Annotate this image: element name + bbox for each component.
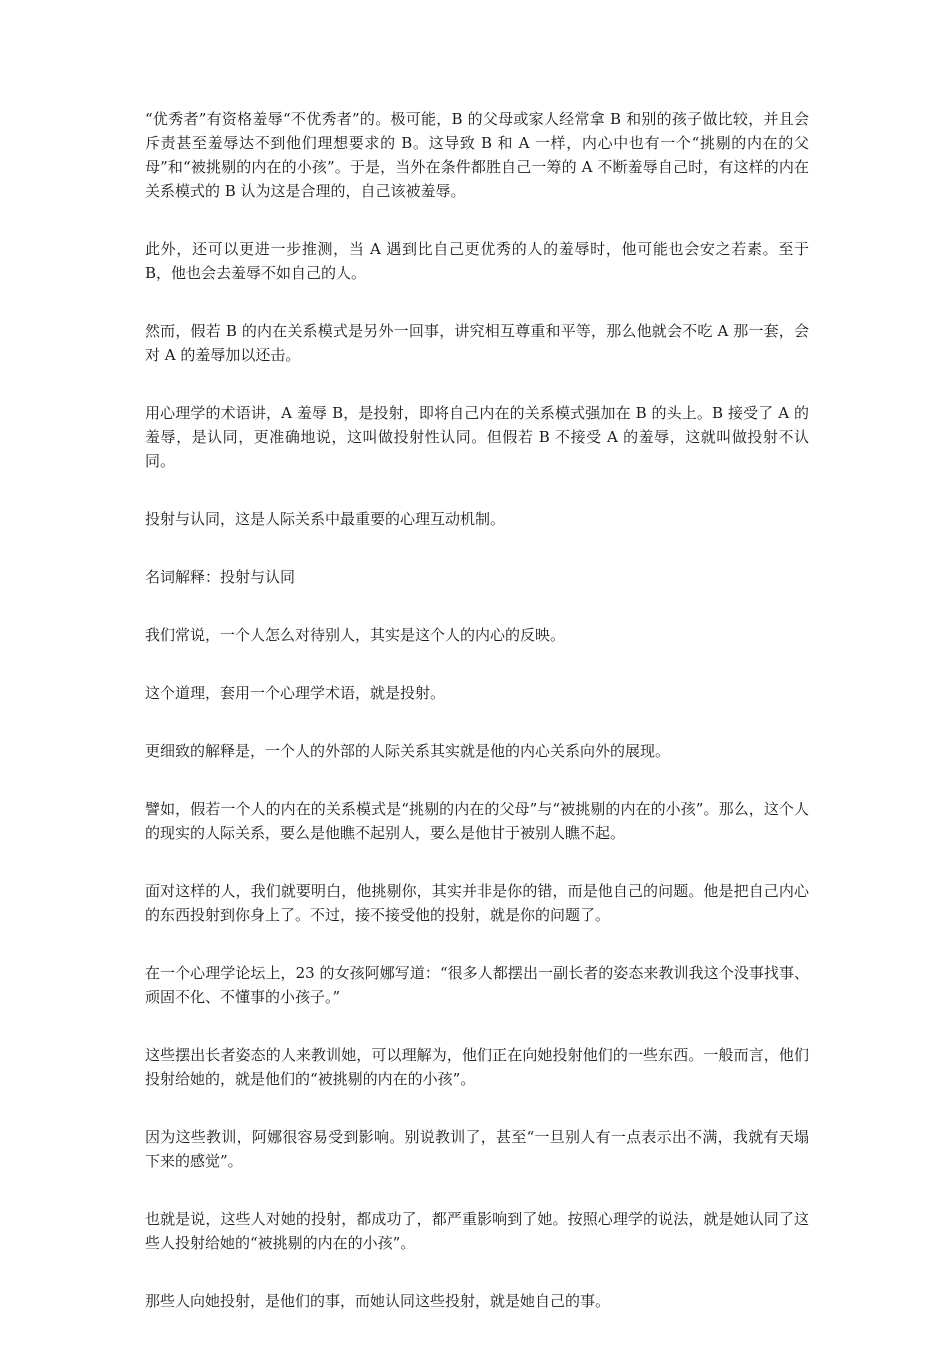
paragraph-11: 面对这样的人，我们就要明白，他挑剔你，其实并非是你的错，而是他自己的问题。他是把自己内心的东西投射到你身上了。不过，接不接受他的投射，就是你的问题了。 [145,882,809,924]
paragraph-13: 这些摆出长者姿态的人来教训她，可以理解为，他们正在向她投射他们的一些东西。一般而言，他们投射给她的，就是他们的“被挑剔的内在的小孩”。 [145,1046,809,1088]
paragraph-3: 然而，假若 B 的内在关系模式是另外一回事，讲究相互尊重和平等，那么他就会不吃 A 那一套，会对 A 的羞辱加以还击。 [145,322,809,364]
paragraph-9: 更细致的解释是，一个人的外部的人际关系其实就是他的内心关系向外的展现。 [145,742,671,760]
paragraph-15: 也就是说，这些人对她的投射，都成功了，都严重影响到了她。按照心理学的说法，就是她认同了这些人投射给她的“被挑剔的内在的小孩”。 [145,1210,809,1252]
paragraph-8: 这个道理，套用一个心理学术语，就是投射。 [145,684,446,702]
paragraph-7: 我们常说，一个人怎么对待别人，其实是这个人的内心的反映。 [145,626,566,644]
paragraph-16: 那些人向她投射，是他们的事，而她认同这些投射，就是她自己的事。 [145,1292,611,1310]
paragraph-10: 譬如，假若一个人的内在的关系模式是“挑剔的内在的父母”与“被挑剔的内在的小孩”。那么，这个人的现实的人际关系，要么是他瞧不起别人，要么是他甘于被别人瞧不起。 [145,800,809,842]
document-page [145,107,809,1347]
paragraph-12: 在一个心理学论坛上，23 的女孩阿娜写道：“很多人都摆出一副长者的姿态来教训我这个没事找事、顽固不化、不懂事的小孩子。” [145,964,809,1006]
section-heading: 名词解释：投射与认同 [145,568,296,586]
paragraph-1: “优秀者”有资格羞辱“不优秀者”的。极可能，B 的父母或家人经常拿 B 和别的孩子做比较，并且会斥责甚至羞辱达不到他们理想要求的 B。这导致 B 和 A 一样，内心中也有一个“挑剔的内在的父母”和“被挑剔的内在的小孩”。于是，当外在条件都胜自己一筹的 A 不断羞辱自己时，有这样的内在关系模式的 B 认为这是合理的，自己该被羞辱。 [145,110,809,200]
paragraph-14: 因为这些教训，阿娜很容易受到影响。别说教训了，甚至“一旦别人有一点表示出不满，我就有天塌下来的感觉”。 [145,1128,809,1170]
paragraph-5: 投射与认同，这是人际关系中最重要的心理互动机制。 [145,510,506,528]
paragraph-4: 用心理学的术语讲，A 羞辱 B，是投射，即将自己内在的关系模式强加在 B 的头上。B 接受了 A 的羞辱，是认同，更准确地说，这叫做投射性认同。但假若 B 不接受 A 的羞辱，这就叫做投射不认同。 [145,404,809,470]
paragraph-2: 此外，还可以更进一步推测，当 A 遇到比自己更优秀的人的羞辱时，他可能也会安之若素。至于 B，他也会去羞辱不如自己的人。 [145,240,809,282]
